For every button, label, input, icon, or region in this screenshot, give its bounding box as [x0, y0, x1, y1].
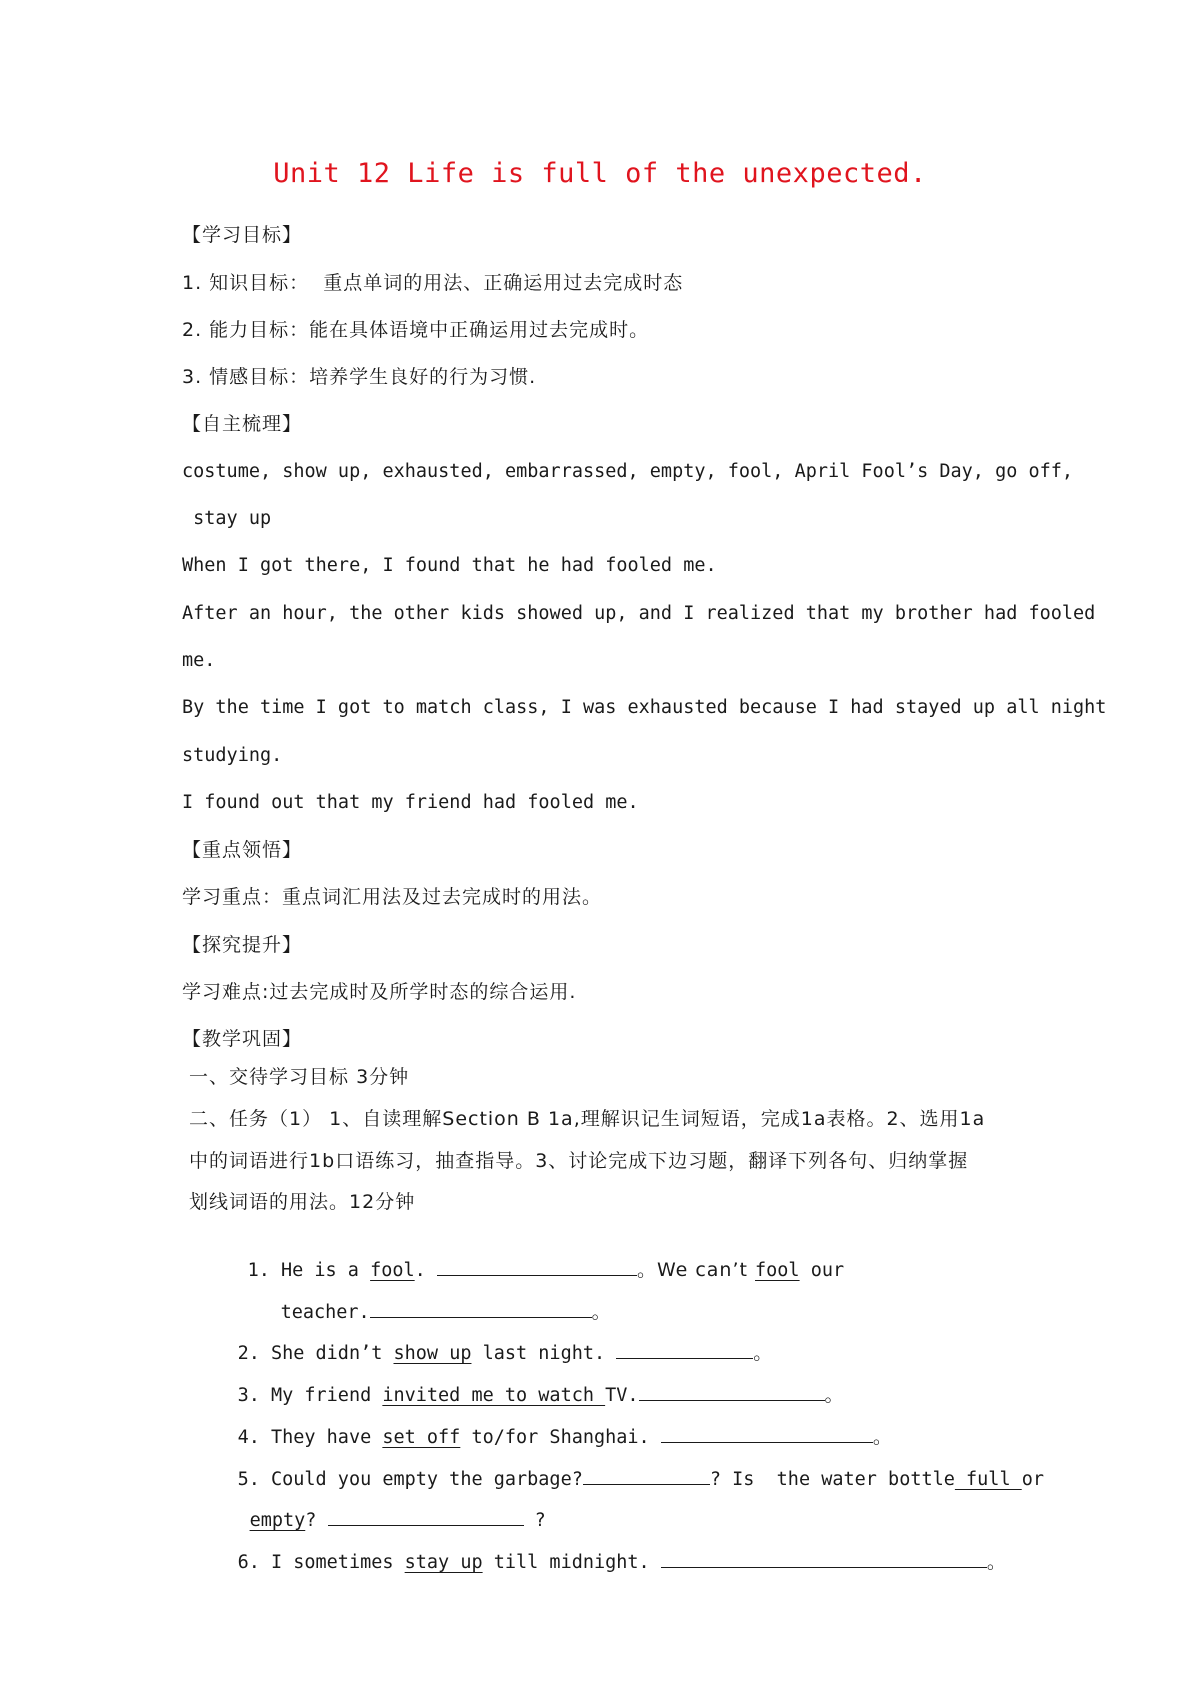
- underlined-word: set off: [382, 1427, 461, 1448]
- consolidate-heading: 【教学巩固】: [182, 1028, 303, 1050]
- sentence-2: After an hour, the other kids showed up, and I realized that my brother had fooled: [182, 603, 1096, 624]
- explore-heading: 【探究提升】: [182, 934, 303, 956]
- goal-emotion: 3. 情感目标：培养学生良好的行为习惯.: [182, 366, 537, 388]
- step-one: 一、交待学习目标 3分钟: [182, 1066, 410, 1088]
- exercise-number: 1.: [247, 1260, 270, 1281]
- vocab-list: costume, show up, exhausted, embarrassed, empty, fool, April Fool’s Day, go off,: [182, 461, 1074, 482]
- exercise-3: 3. My friend invited me to watch TV. 。: [237, 1384, 845, 1406]
- underlined-word: stay up: [404, 1552, 483, 1573]
- exercise-2: 2. She didn’t show up last night. 。: [237, 1342, 774, 1364]
- sentence-4: I found out that my friend had fooled me.: [182, 792, 639, 813]
- exercise-1-cont: teacher. 。: [280, 1301, 612, 1323]
- underlined-word: fool: [370, 1260, 415, 1281]
- exercise-6: 6. I sometimes stay up till midnight. 。: [237, 1551, 1007, 1573]
- step-two: 二、任务（1） 1、自读理解Section B 1a,理解识记生词短语，完成1a表格。2、选用1a: [182, 1108, 986, 1130]
- step-two-cont-2: 划线词语的用法。12分钟: [182, 1191, 416, 1213]
- sentence-3-cont: studying.: [182, 745, 283, 766]
- answer-blank[interactable]: [661, 1549, 987, 1568]
- vocab-list-cont: stay up: [182, 508, 272, 529]
- underlined-word: empty: [249, 1510, 306, 1531]
- underlined-word: invited me to watch: [382, 1385, 606, 1406]
- answer-blank[interactable]: [583, 1466, 710, 1485]
- sentence-3: By the time I got to match class, I was exhausted because I had stayed up all night: [182, 697, 1107, 718]
- goal-ability: 2. 能力目标：能在具体语境中正确运用过去完成时。: [182, 319, 650, 341]
- sentence-2-cont: me.: [182, 650, 216, 671]
- page-title: Unit 12 Life is full of the unexpected.: [273, 158, 927, 189]
- explore-text: 学习难点:过去完成时及所学时态的综合运用.: [182, 981, 577, 1003]
- key-points-heading: 【重点领悟】: [182, 839, 303, 861]
- sentence-1: When I got there, I found that he had fooled me.: [182, 555, 717, 576]
- goal-knowledge: 1. 知识目标： 重点单词的用法、正确运用过去完成时态: [182, 272, 684, 294]
- step-two-cont: 中的词语进行1b口语练习，抽查指导。3、讨论完成下边习题，翻译下列各句、归纳掌握: [182, 1150, 969, 1172]
- goals-heading: 【学习目标】: [182, 224, 303, 246]
- exercise-4: 4. They have set off to/for Shanghai. 。: [237, 1426, 893, 1448]
- exercise-5: 5. Could you empty the garbage? ? Is the water bottle full or: [193, 1440, 1044, 1519]
- self-review-heading: 【自主梳理】: [182, 413, 303, 435]
- underlined-word: full: [954, 1469, 1022, 1490]
- key-points-text: 学习重点：重点词汇用法及过去完成时的用法。: [182, 886, 603, 908]
- exercise-1: 1. He is a fool. 。We can’t fool our: [247, 1259, 845, 1281]
- exercise-5-cont: empty? ?: [205, 1481, 546, 1560]
- underlined-word: fool: [755, 1260, 800, 1281]
- underlined-word: show up: [393, 1343, 472, 1364]
